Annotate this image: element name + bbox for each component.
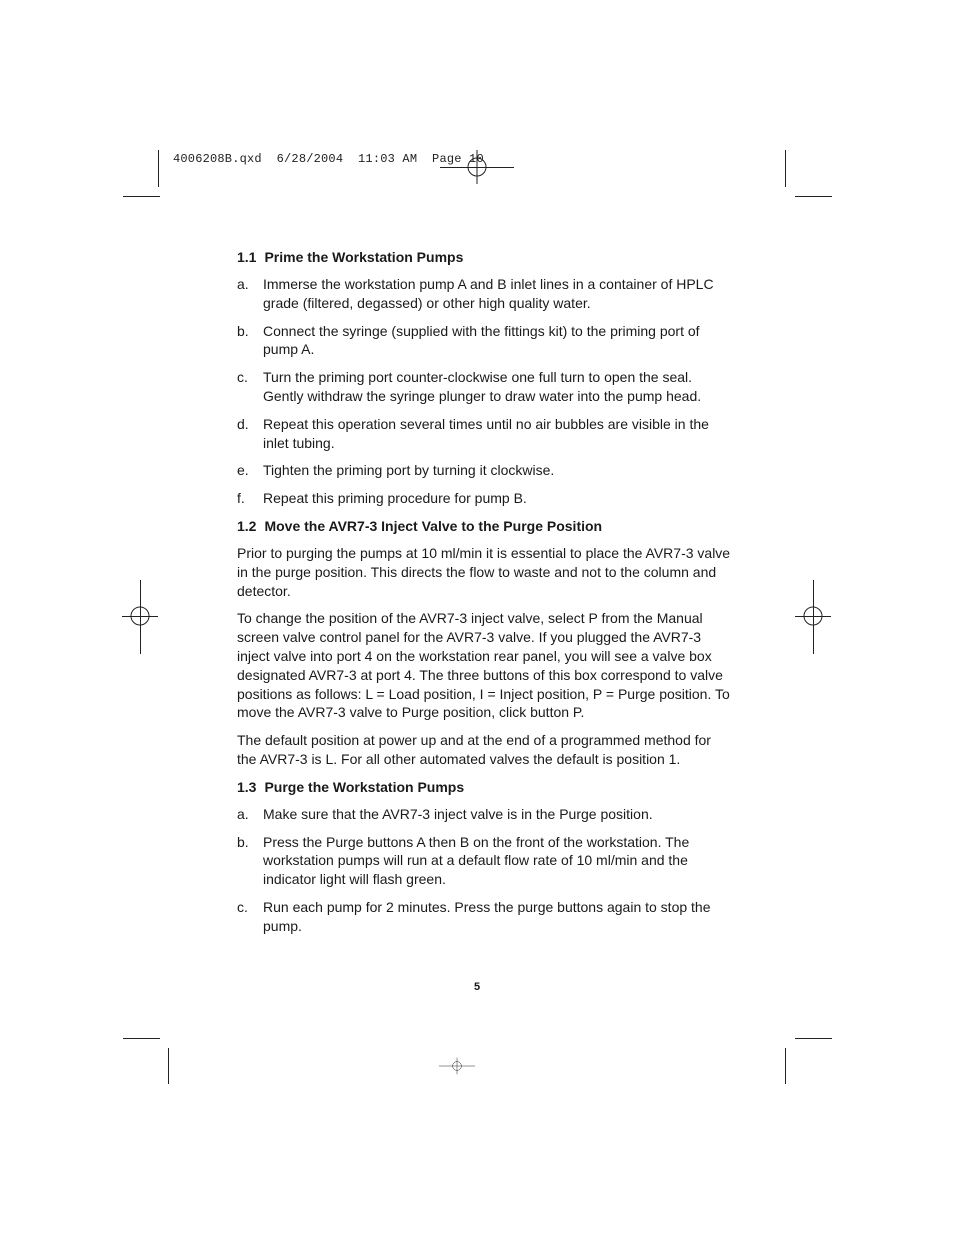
list-item	[237, 898, 732, 936]
list-marker: a.	[237, 805, 249, 822]
crop-mark	[158, 150, 159, 187]
list-text: Connect the syringe (supplied with the fittings kit) to the priming port of pump A.	[263, 322, 700, 358]
section-title: Purge the Workstation Pumps	[264, 778, 465, 795]
registration-mark-icon	[121, 597, 159, 635]
registration-mark-icon	[458, 148, 496, 186]
section-number: 1.2	[237, 517, 257, 534]
list-item	[237, 461, 732, 480]
crop-mark	[795, 196, 832, 197]
section-title: Prime the Workstation Pumps	[264, 249, 464, 265]
section-heading	[237, 517, 732, 535]
list-text: Repeat this operation several times until no air bubbles are visible in the inlet tubing.	[263, 415, 709, 451]
list-marker: b.	[237, 322, 249, 339]
registration-mark-icon	[438, 1047, 476, 1085]
list-item	[237, 805, 732, 824]
crop-mark	[123, 196, 160, 197]
section-heading	[237, 248, 732, 266]
list-text: Make sure that the AVR7-3 inject valve is in the Purge position.	[263, 805, 653, 822]
section-title: Move the AVR7-3 Inject Valve to the Purge Position	[264, 517, 603, 534]
list-marker: c.	[237, 369, 248, 386]
paragraph: The default position at power up and at the end of a programmed method for the AVR7-3 is L. For all other automated valves the default is position 1.	[237, 732, 711, 767]
list-item	[237, 833, 732, 889]
list-item	[237, 322, 732, 360]
crop-mark	[785, 1048, 786, 1084]
crop-mark	[123, 1038, 160, 1039]
list-item	[237, 368, 732, 406]
crop-mark	[168, 1048, 169, 1084]
list-text: Immerse the workstation pump A and B inlet lines in a container of HPLC grade (filtered, degassed) or other high quality water.	[263, 276, 714, 311]
list-text: Repeat this priming procedure for pump B.	[263, 490, 527, 507]
list-item	[237, 275, 732, 313]
paragraph: Prior to purging the pumps at 10 ml/min it is essential to place the AVR7-3 valve in the purge position. This directs the flow to waste and not to the column and detector.	[237, 544, 731, 599]
list-marker: b.	[237, 833, 249, 850]
list-marker: e.	[237, 462, 249, 479]
list-marker: f.	[237, 490, 245, 507]
list-marker: c.	[237, 898, 248, 915]
section-heading	[237, 778, 732, 796]
list-item	[237, 489, 732, 508]
crop-mark	[795, 1038, 832, 1039]
list-item	[237, 415, 732, 453]
document-body	[237, 248, 732, 945]
list-marker: d.	[237, 415, 249, 432]
list-text: Turn the priming port counter-clockwise one full turn to open the seal. Gently withdraw the syringe plunger to draw water into the pump head.	[263, 369, 702, 404]
registration-mark-icon	[794, 597, 832, 635]
paragraph: To change the position of the AVR7-3 inject valve, select P from the Manual screen valve control panel for the AVR7-3 valve. If you plugged the AVR7-3 inject valve into port 4 on the workstation rear panel, you will see a valve box designated AVR7-3 at port 4. The three buttons of this box correspond to valve positions as follows: L = Load position, I = Inject position, P = Purge position. To move the AVR7-3 valve to Purge position, click button P.	[237, 610, 730, 721]
list-text: Tighten the priming port by turning it clockwise.	[263, 462, 555, 479]
list-text: Run each pump for 2 minutes. Press the purge buttons again to stop the pump.	[263, 898, 711, 934]
page-number: 5	[473, 981, 481, 993]
list-marker: a.	[237, 276, 249, 292]
list-text: Press the Purge buttons A then B on the front of the workstation. The workstation pumps will run at a default flow rate of 10 ml/min and the indicator light will flash green.	[263, 833, 690, 888]
section-number: 1.1	[237, 249, 257, 265]
file-slug: 4006208B.qxd 6/28/2004 11:03 AM Page 10	[173, 152, 484, 166]
section-number: 1.3	[237, 778, 257, 795]
crop-mark	[785, 150, 786, 187]
